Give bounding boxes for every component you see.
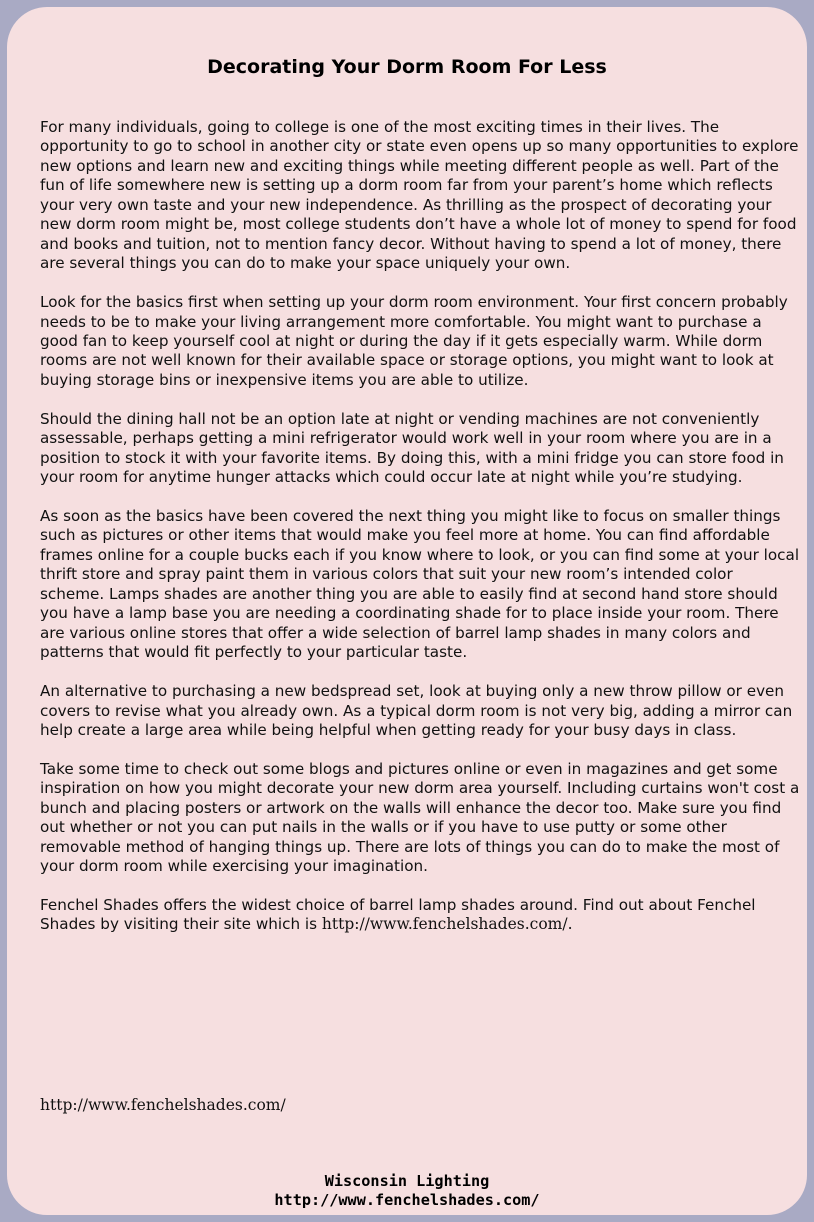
paragraph-refrigerator: Should the dining hall not be an option late at night or vending machines are not conveniently assessable, perhaps getting a mini refrigerator would work well in your room where you are in a position to stock it with your favorite items. By doing this, with a mini fridge you can store food in your room for anytime hunger attacks which could occur late at night while you’re studying. [40,409,784,487]
paragraph-decor-items: As soon as the basics have been covered the next thing you might like to focus on smaller things such as pictures or other items that would make you feel more at home. You can find affordable frames online for a couple bucks each if you know where to look, or you can find some at your local thrift store and spray paint them in various colors that suit your new room’s intended color scheme. Lamps shades are another thing you are able to easily find at second hand store should you have a lamp base you are needing a coordinating shade for to place inside your room. There are various online stores that offer a wide selection of barrel lamp shades in many colors and patterns that would fit perfectly to your particular taste. [40,507,800,662]
promo-text: Fenchel Shades offers the widest choice of barrel lamp shades around. Find out about Fenchel Shades by visiting their site which is [40,896,756,934]
paragraph-basics: Look for the basics first when setting up your dorm room environment. Your first concern probably needs to be to make your living arrangement more comfortable. You might want to purchase a good fan to keep yourself cool at night or during the day if it gets especially warm. While dorm rooms are not well known for their available space or storage options, you might want to look at buying storage bins or inexpensive items you are able to utilize. [40,293,788,389]
article-title: Decorating Your Dorm Room For Less [207,56,607,78]
promo-link[interactable]: http://www.fenchelshades.com/. [321,915,573,934]
article-card [7,7,807,1215]
footer-link[interactable]: http://www.fenchelshades.com/ [274,1191,540,1209]
paragraph-inspiration: Take some time to check out some blogs and pictures online or even in magazines and get some inspiration on how you might decorate your new dorm area yourself. Including curtains won't cost a bunch and placing posters or artwork on the walls will enhance the decor too. Make sure you find out whether or not you can put nails in the walls or if you have to use putty or some other removable method of hanging things up. There are lots of things you can do to make the most of your dorm room while exercising your imagination. [40,759,800,876]
article-body [40,118,800,954]
paragraph-promo [40,896,800,935]
paragraph-bedspread: An alternative to purchasing a new bedspread set, look at buying only a new throw pillow or even covers to revise what you already own. As a typical dorm room is not very big, adding a mirror can help create a large area while being helpful when getting ready for your busy days in class. [40,682,793,739]
footer-company: Wisconsin Lighting [324,1172,490,1190]
standalone-link[interactable]: http://www.fenchelshades.com/ [40,1096,286,1114]
footer [7,1172,807,1210]
paragraph-intro: For many individuals, going to college is one of the most exciting times in their lives. The opportunity to go to school in another city or state even opens up so many opportunities to explore new options and learn new and exciting things while meeting different people as well. Part of the fun of life somewhere new is setting up a dorm room far from your parent’s home which reflects your very own taste and your new independence. As thrilling as the prospect of decorating your new dorm room might be, most college students don’t have a whole lot of money to spend for food and books and tuition, not to mention fancy decor. Without having to spend a lot of money, there are several things you can do to make your space uniquely your own. [40,118,799,273]
